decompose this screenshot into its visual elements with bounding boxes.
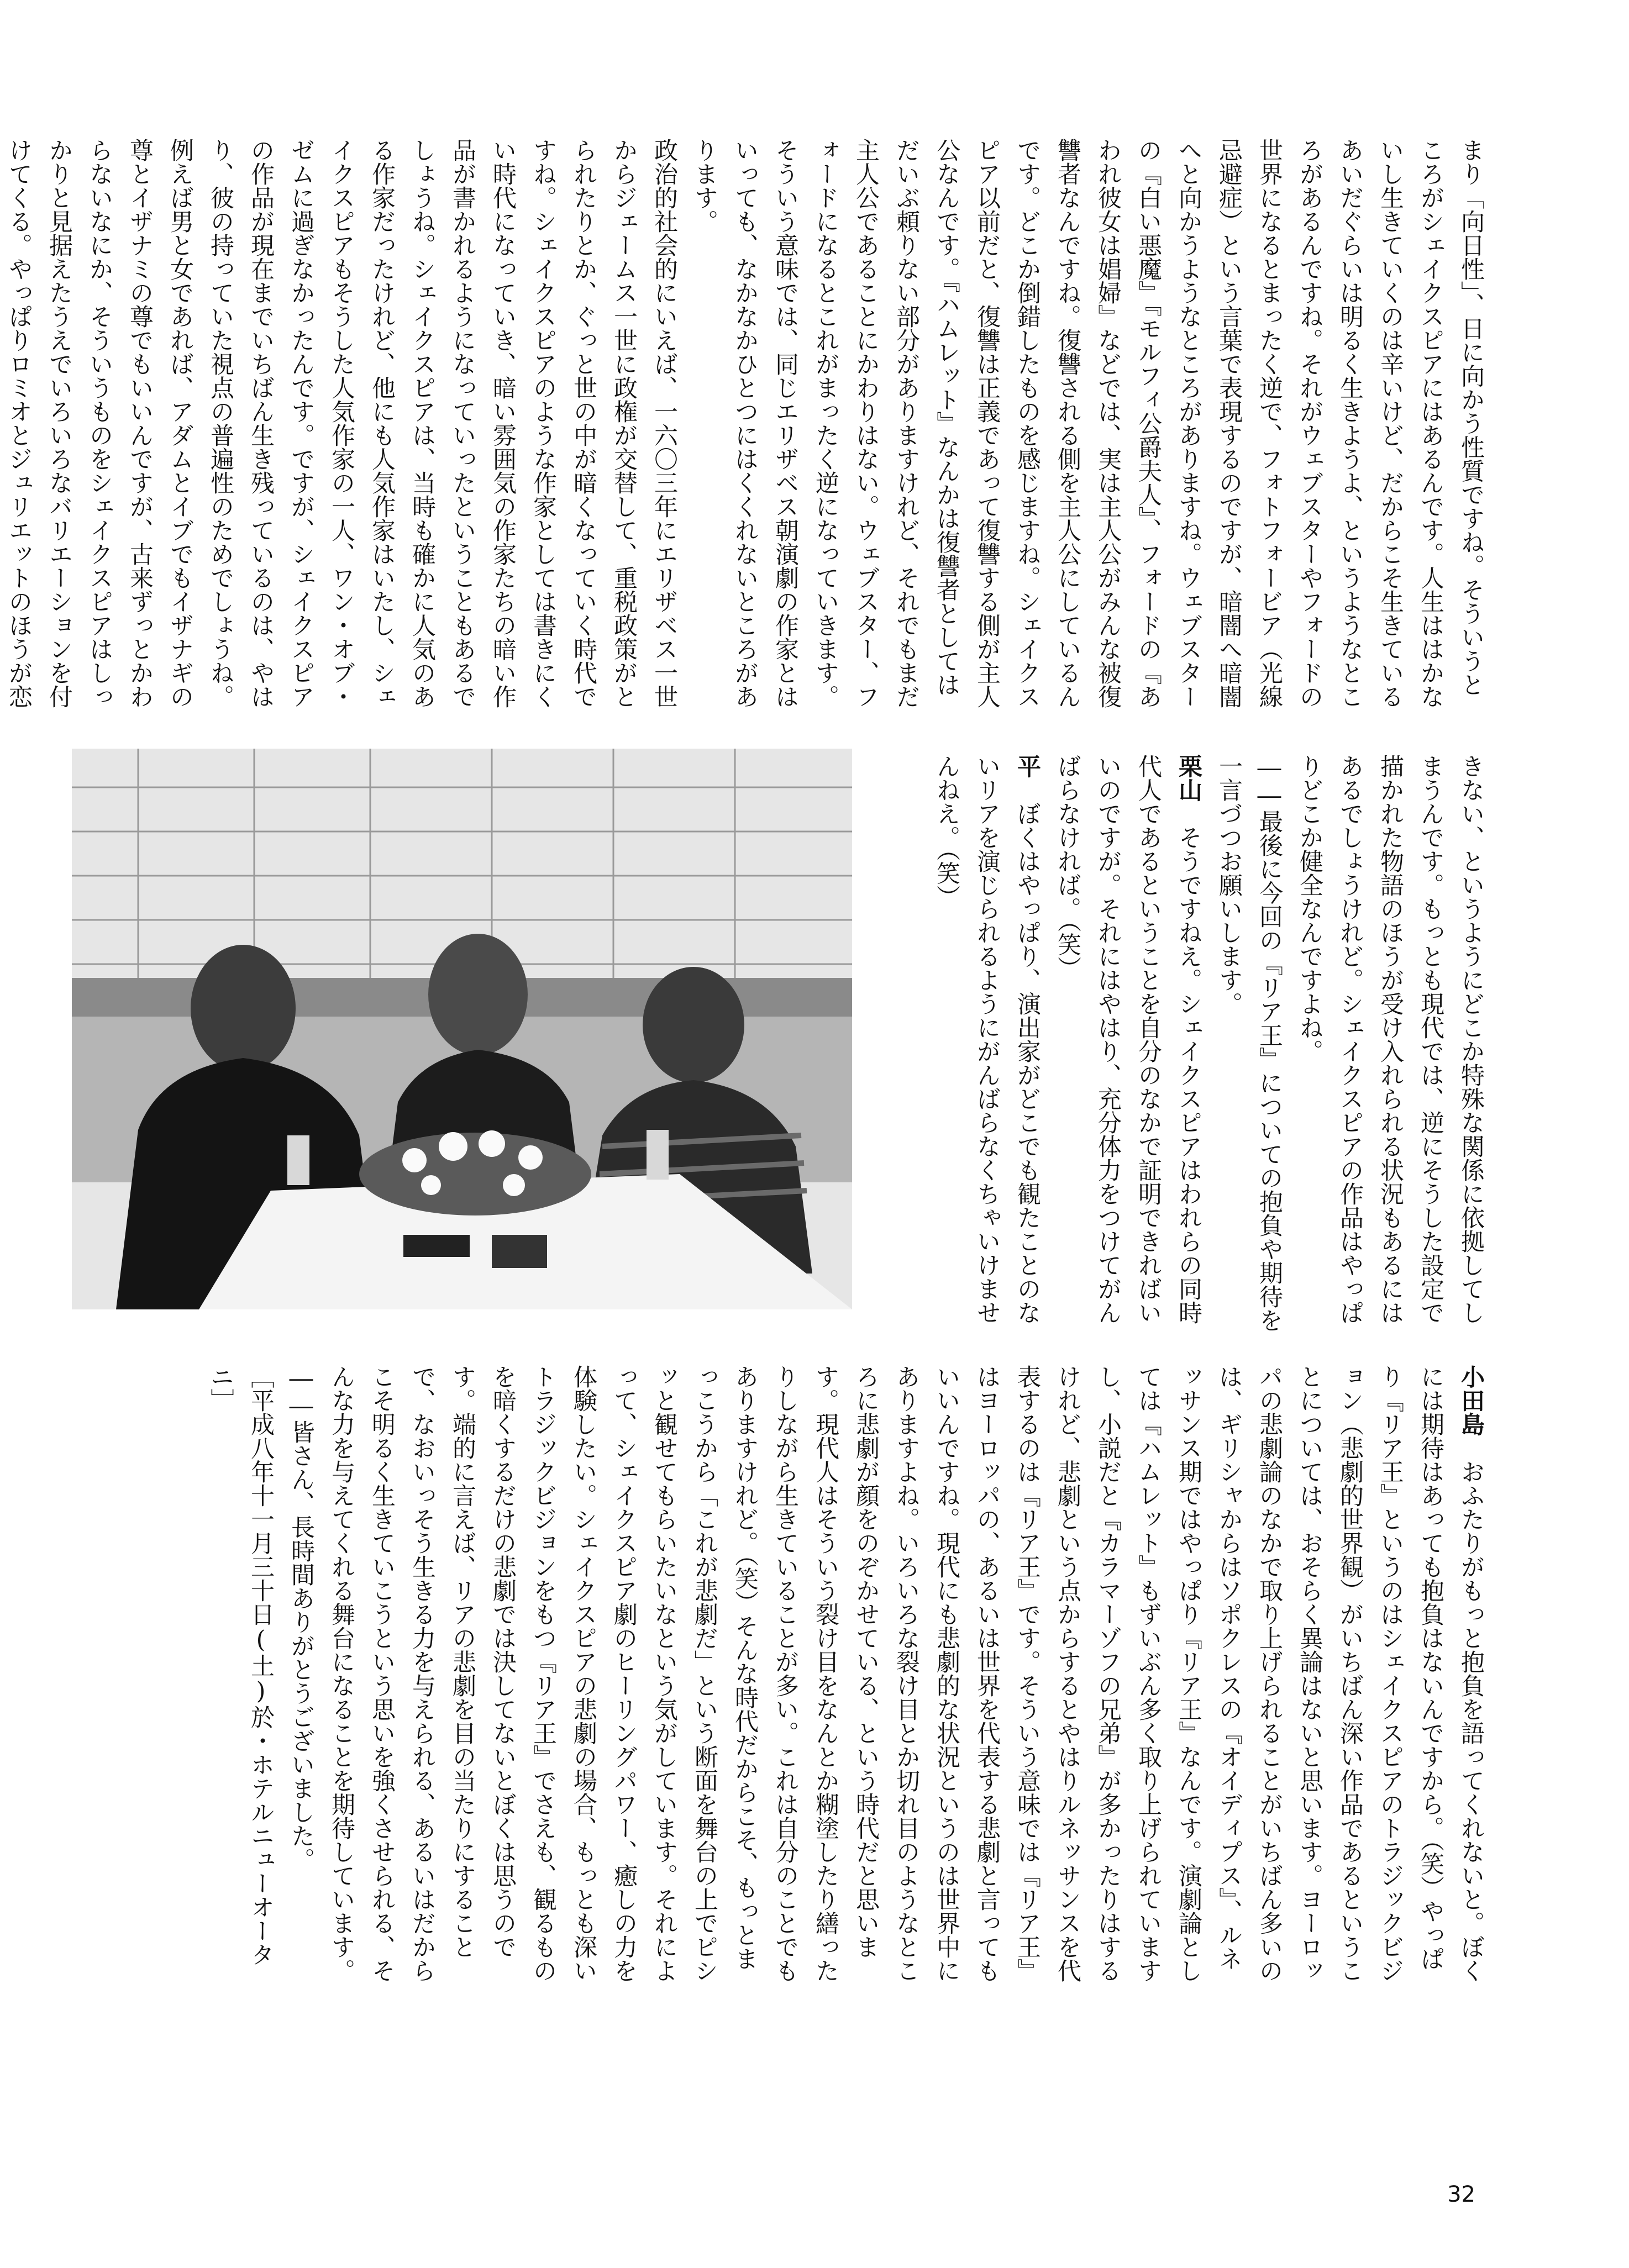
main-text-middle: [877, 754, 1491, 1345]
page-number: 32: [1447, 2182, 1475, 2207]
paragraph: まり「向日性」、日に向かう性質ですね。そういうところがシェイクスピアにはあるんです。人生ははかないし生きていくのは辛いけど、だからこそ生きているあいだぐらいは明るく生きようよ、というようなところがあるんですね。それがウェブスターやフォードの世界になるとまったく逆で、フォトフォービア（光線忌避症）という言葉で表現するのですが、暗闇へ暗闇へと向かうようなところがありますね。ウェブスターの『白い悪魔』『モルフィ公爵夫人』、フォードの『あわれ彼女は娼婦』などでは、実は主人公がみんな被復讐者なんですね。復讐される側を主人公にしているんです。どこか倒錯したものを感じますね。シェイクスピア以前だと、復讐は正義であって復讐する側が主人公なんです。『ハムレット』なんかは復讐者としてはだいぶ頼りない部分がありますけれど、それでもまだ主人公であることにかわりはない。ウェブスター、フォードになるとこれがまったく逆になっていきます。そういう意味では、同じエリザベス朝演劇の作家とはいっても、なかなかひとつにはくくれないところがあります。: [691, 138, 1485, 708]
main-text-lower: [181, 1365, 1491, 1983]
dialogue-line: [281, 1365, 321, 1983]
line-text: きない、というようにどこか特殊な関係に依拠してしまうんです。もっとも現代では、逆にそうした設定で描かれた物語のほうが受け入れられる状況もあるにはあるでしょうけれど。シェイクスピアの作品はやっぱりどこか健全なんですよね。: [1296, 754, 1485, 1324]
speaker-name: 栗山: [1175, 754, 1202, 802]
dialogue-line: [321, 1365, 1491, 1983]
dialogue-line: [1047, 754, 1208, 1345]
speaker-name: 平: [1013, 754, 1041, 778]
line-text: おふたりがもっと抱負を語ってくれないと。ぼくには期待はあっても抱負はないんですから。（笑）やっぱり『リア王』というのはシェイクスピアのトラジックビジョン（悲劇的世界観）がいちばん深い作品であるということについては、おそらく異論はないと思います。ヨーロッパの悲劇論のなかで取り上げられることがいちばん多いのは、ギリシャからはソポクレスの『オイディプス』、ルネッサンス期ではやっぱり『リア王』なんです。演劇論としては『ハムレット』もずいぶん多く取り上げられていますし、小説だと『カラマーゾフの兄弟』が多かったりはするけれど、悲劇という点からするとやはりルネッサンスを代表するのは『リア王』です。そういう意味では『リア王』はヨーロッパの、あるいは世界を代表する悲劇と言ってもいいんですね。現代にも悲劇的な状況というのは世界中にありますよね。いろいろな裂け目とか切れ目のようなところに悲劇が顔をのぞかせている、という時代だと思います。現代人はそういう裂け目をなんとか糊塗したり繕ったりしながら生きていることが多い。これは自分のことでもありますけれど。（笑）そんな時代だからこそ、もっとまっこうから「これが悲劇だ」という断面を舞台の上でピシッと観せてもらいたいなという気がしています。それによって、シェイクスピア劇のヒーリングパワー、癒しの力を体験したい。シェイクスピアの悲劇の場合、もっとも深いトラジックビジョンをもつ『リア王』でさえも、観るものを暗くするだけの悲劇では決してないとぼくは思うのです。端的に言えば、リアの悲劇を目の当たりにすることで、なおいっそう生きる力を与えられる、あるいはだからこそ明るく生きていこうという思いを強くさせられる、そんな力を与えてくれる舞台になることを期待しています。: [328, 1365, 1485, 1982]
line-text: そうですねえ。シェイクスピアはわれらの同時代人であるということを自分のなかで証明できればいいのですが。それにはやはり、充分体力をつけてがんばらなければ。（笑）: [1054, 754, 1202, 1324]
speaker-name: 小田島: [1457, 1365, 1485, 1436]
dialogue-line: [926, 754, 1047, 1345]
main-text-upper: [5, 138, 1491, 718]
dialogue-line: [1289, 754, 1491, 1345]
dialogue-line: [1208, 754, 1289, 1345]
dialogue-line: [200, 1365, 281, 1983]
interview-photo: [72, 749, 852, 1309]
photo-illustration: [72, 749, 852, 1309]
line-text: ぼくはやっぱり、演出家がどこでも観たことのないリアを演じられるようにがんばらなくちゃいけませんねえ。（笑）: [933, 754, 1041, 1324]
paragraph: 政治的社会的にいえば、一六〇三年にエリザベス一世からジェームス一世に政権が交替して、重税政策がとられたりとか、ぐっと世の中が暗くなっていく時代ですね。シェイクスピアのような作家としては書きにくい時代になっていき、暗い雰囲気の作家たちの暗い作品が書かれるようになっていったということもあるでしょうね。シェイクスピアは、当時も確かに人気のある作家だったけれど、他にも人気作家はいたし、シェイクスピアもそうした人気作家の一人、ワン・オブ・ゼムに過ぎなかったんです。ですが、シェイクスピアの作品が現在までいちばん生き残っているのは、やはり、彼の持っていた視点の普遍性のためでしょうね。例えば男と女であれば、アダムとイブでもイザナギの尊とイザナミの尊でもいいんですが、古来ずっとかわらないなにか、そういうものをシェイクスピアはしっかりと見据えたうえでいろいろなバリエーションを付けてくる。やっぱりロミオとジュリエットのほうが恋: [5, 138, 678, 708]
line-text: ――最後に今回の『リア王』についての抱負や期待を一言づつお願いします。: [1215, 754, 1283, 1332]
line-text: ――皆さん、長時間ありがとうございました。: [287, 1365, 315, 1871]
line-text: ［平成八年十一月三十日(土)於・ホテルニューオータニ］: [207, 1365, 275, 1966]
